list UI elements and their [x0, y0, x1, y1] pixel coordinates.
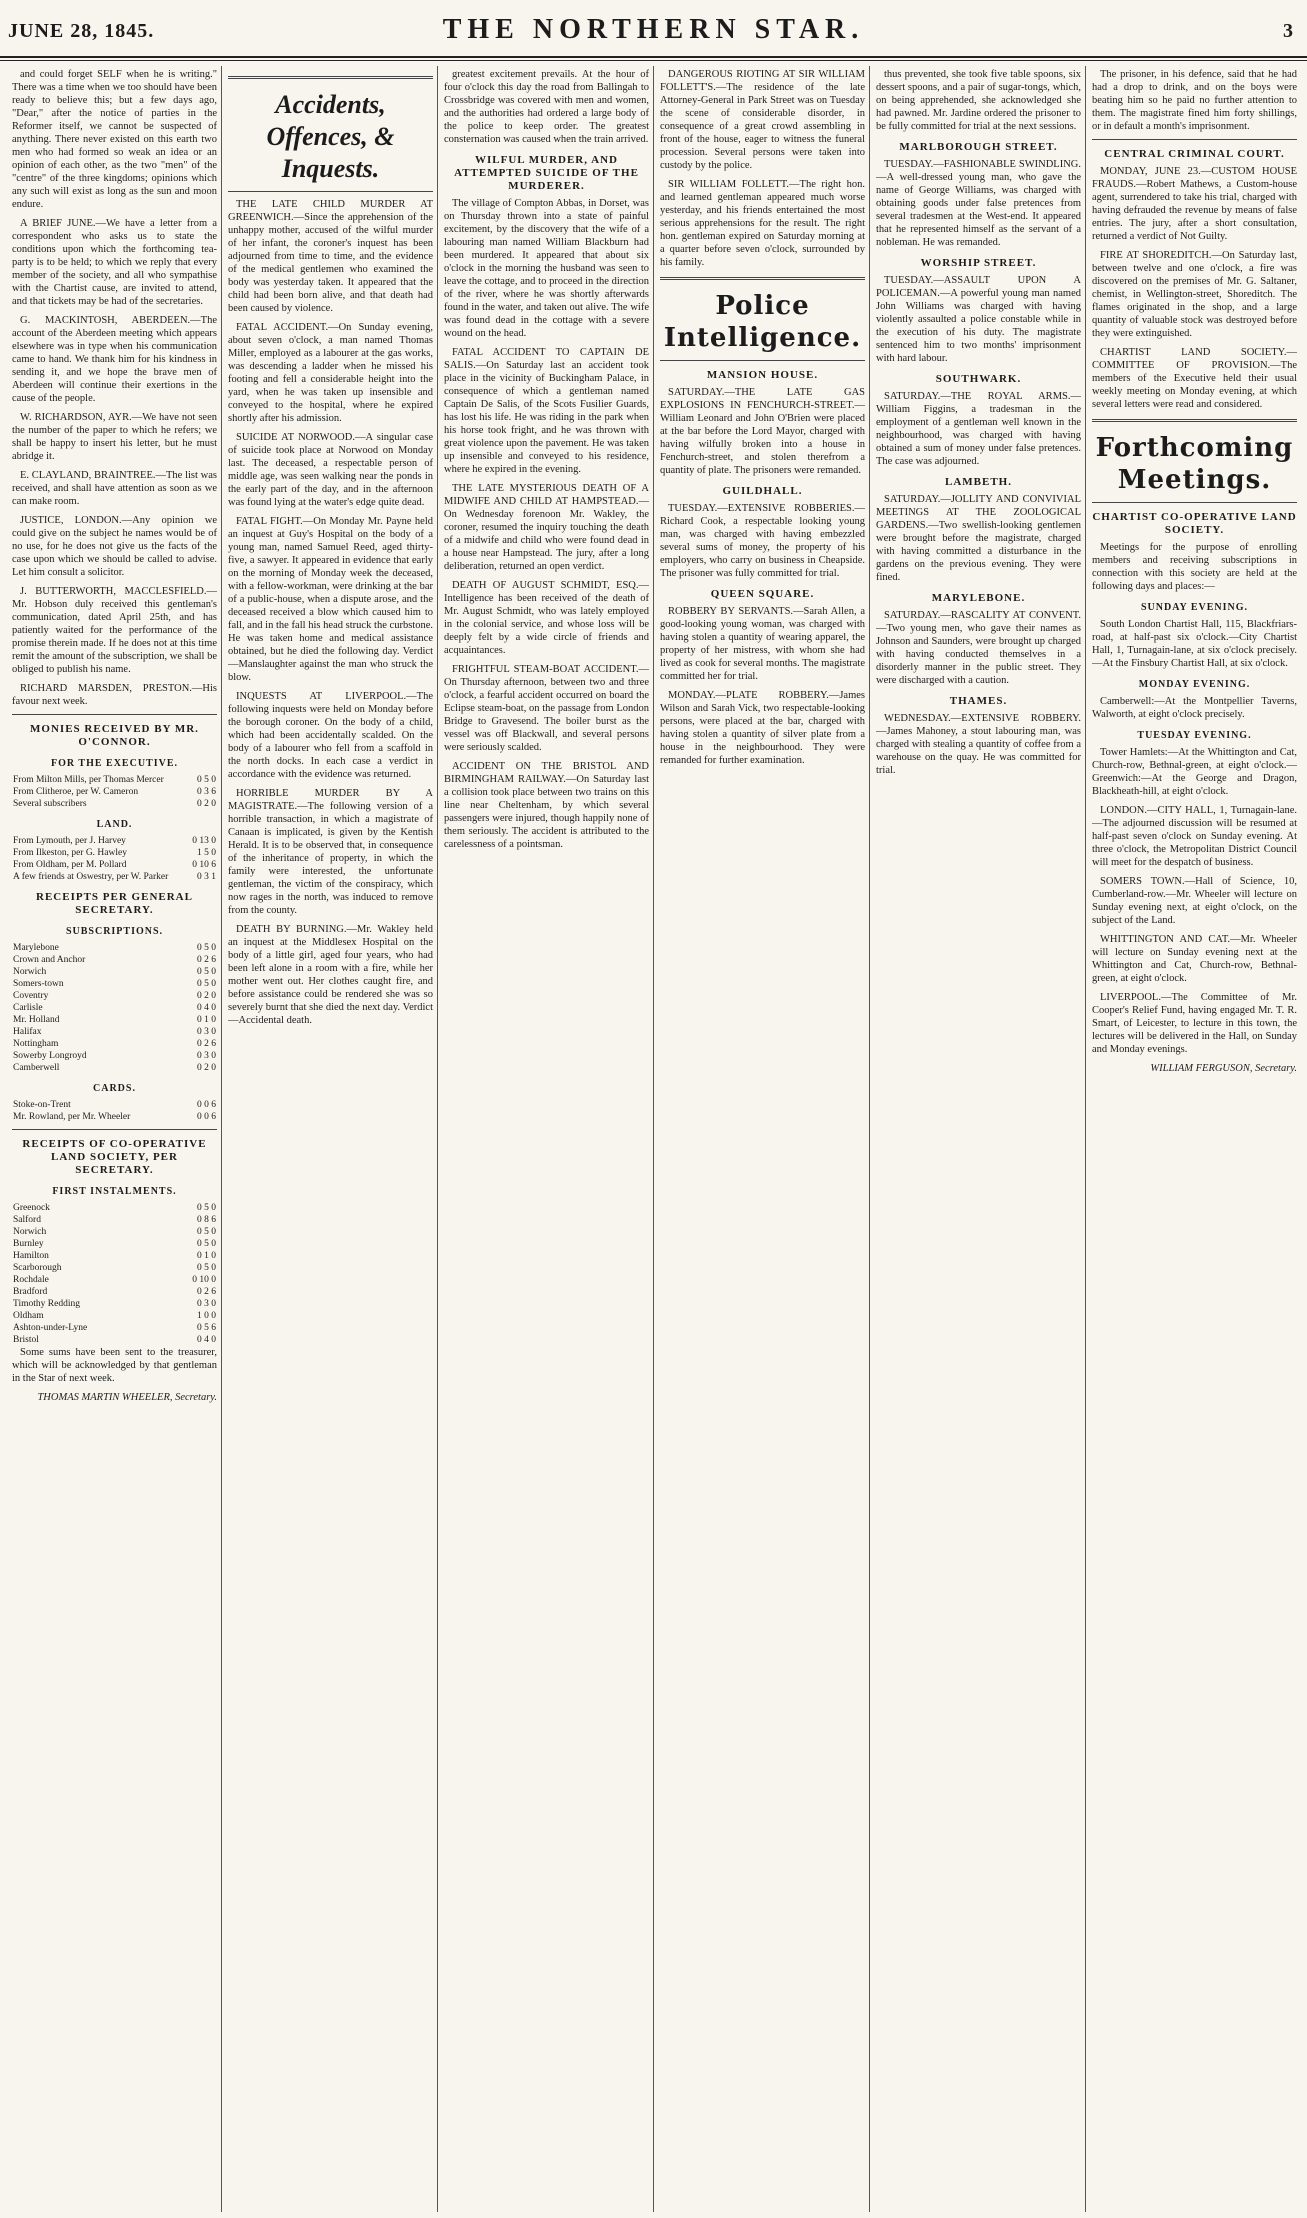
account-row: [12, 1322, 217, 1334]
account-item: Hamilton: [13, 1251, 49, 1261]
article-paragraph: FATAL ACCIDENT.—On Sunday evening, about seven o'clock, a man named Thomas Miller, employed as a labourer at the gas works, was descending a ladder when he missed his footing and fell a considerable height into the yard, when he was taken up insensible and conveyed to the hospital, where he expired shortly after his admission.: [228, 322, 433, 424]
account-row: [12, 1214, 217, 1226]
article-paragraph: SUICIDE AT NORWOOD.—A singular case of suicide took place at Norwood on Monday last. The deceased, a respectable person of middle age, was seen walking near the ponds in the early part of the day, and in the afternoon was found lying at the water's edge quite dead.: [228, 432, 433, 508]
account-row: [12, 1298, 217, 1310]
account-item: Somers-town: [13, 979, 64, 989]
court-heading: WORSHIP STREET.: [920, 257, 1037, 269]
account-amount: 0 2 6: [197, 1039, 216, 1049]
account-amount: 0 5 0: [197, 979, 216, 989]
article-paragraph: Some sums have been sent to the treasurer, which will be acknowledged by that gentleman in the Star of next week.: [12, 1347, 217, 1384]
receipts-subheading: FOR THE EXECUTIVE.: [50, 758, 178, 769]
account-item: Timothy Redding: [13, 1299, 80, 1309]
general-heading: RECEIPTS PER GENERAL SECRETARY.: [36, 891, 193, 916]
account-amount: 0 10 6: [192, 860, 216, 870]
column-1: [12, 68, 217, 2208]
article-paragraph: G. MACKINTOSH, ABERDEEN.—The account of the Aberdeen meeting which appears elsewhere was in type when his communication came to hand. We thank him for his kindness in sending it, and we hope the brave men of Aberdeen will continue their exertions in the cause of the people.: [12, 315, 217, 404]
land-heading: LAND.: [96, 819, 133, 830]
account-item: Ashton-under-Lyne: [13, 1323, 88, 1333]
article-paragraph: SATURDAY.—JOLLITY AND CONVIVIAL MEETINGS AT THE ZOOLOGICAL GARDENS.—Two swellish-looking gentlemen were brought before the magistrate, charged with having committed a disturbance in the gardens on the previous evening. They were fined.: [876, 494, 1081, 583]
account-amount: 0 0 6: [197, 1112, 216, 1122]
account-item: From Ilkeston, per G. Hawley: [13, 848, 127, 858]
account-amount: 0 2 0: [197, 799, 216, 809]
meeting-notice: LIVERPOOL.—The Committee of Mr. Cooper's Relief Fund, having engaged Mr. T. R. Smart, of Leicester, to lecture in this town, the lectures will be delivered in the Hall, on Sunday and Monday evenings.: [1092, 992, 1297, 1055]
article-paragraph: WEDNESDAY.—EXTENSIVE ROBBERY.—James Mahoney, a stout labouring man, was charged with stealing a quantity of coffee from a warehouse on the quay. He was committed for trial.: [876, 713, 1081, 776]
account-item: From Milton Mills, per Thomas Mercer: [13, 775, 164, 785]
account-amount: 0 0 6: [197, 1100, 216, 1110]
land-society-table: [12, 1202, 217, 1346]
account-row: [12, 859, 217, 871]
article-paragraph: INQUESTS AT LIVERPOOL.—The following inquests were held on Monday before the borough coroner. On the body of a child, which had been accidentally scalded. On the body of a labourer who fell from a scaffold in the north docks. In each case a verdict in accordance with the evidence was returned.: [228, 691, 433, 780]
account-item: From Lymouth, per J. Harvey: [13, 836, 126, 846]
article-paragraph: greatest excitement prevails. At the hour of four o'clock this day the road from Ballingah to Crossbridge was covered with men and women, and the authorities had ordered a large body of the police to keep order. The greatest consternation was caused when the train arrived.: [444, 69, 649, 145]
account-amount: 0 2 6: [197, 955, 216, 965]
article-paragraph: MONDAY.—PLATE ROBBERY.—James Wilson and Sarah Vick, two respectable-looking persons, were placed at the bar, charged with having stolen a quantity of silver plate from a house in the neighbourhood. They were remanded for further examination.: [660, 690, 865, 766]
court-heading: CENTRAL CRIMINAL COURT.: [1104, 148, 1285, 160]
account-item: Bradford: [13, 1287, 48, 1297]
divider: [1092, 139, 1297, 140]
divider: [228, 76, 433, 79]
account-amount: 0 13 0: [192, 836, 216, 846]
day-heading: SUNDAY EVENING.: [1140, 602, 1249, 613]
account-row: [12, 966, 217, 978]
article-paragraph: THE LATE MYSTERIOUS DEATH OF A MIDWIFE AND CHILD AT HAMPSTEAD.—On Wednesday forenoon Mr. Wakley, the coroner, resumed the inquiry touching the death of a midwife and child who were found dead in a house near Hampstead. The jury, after a long deliberation, returned an open verdict.: [444, 483, 649, 572]
account-row: [12, 1274, 217, 1286]
account-item: Oldham: [13, 1311, 44, 1321]
account-row: [12, 1099, 217, 1111]
account-row: [12, 1286, 217, 1298]
receipts-table: [12, 774, 217, 810]
article-paragraph: The village of Compton Abbas, in Dorset, was on Thursday thrown into a state of painful excitement, by the discovery that the wife of a labouring man named William Blackburn had been murdered. It appeared that about six o'clock in the morning the husband was seen to leave the cottage, and to proceed in the direction of the river, where he was shortly afterwards found in the water, and taken out alive. The wife was found dead in the cottage with a severe wound on the head.: [444, 198, 649, 339]
account-amount: 0 3 1: [197, 872, 216, 882]
article-paragraph: JUSTICE, LONDON.—Any opinion we could give on the subject he names would be of no use, for he does not give us the facts of the case upon which we should be called to advise. Let him consult a solicitor.: [12, 515, 217, 578]
page-number: 3: [1283, 20, 1293, 42]
court-heading: MANSION HOUSE.: [706, 369, 819, 381]
article-heading: WILFUL MURDER, AND ATTEMPTED SUICIDE OF THE MURDERER.: [454, 154, 639, 192]
article-paragraph: ACCIDENT ON THE BRISTOL AND BIRMINGHAM RAILWAY.—On Saturday last a collision took place between two trains on this line near Cheltenham, by which several passengers were injured, though happily none of them seriously. The accident is attributed to the carelessness of a pointsman.: [444, 761, 649, 850]
land-table: [12, 835, 217, 883]
account-row: [12, 942, 217, 954]
account-amount: 0 8 6: [197, 1215, 216, 1225]
article-paragraph: thus prevented, she took five table spoons, six dessert spoons, and a pair of sugar-tongs, which, on being apprehended, she acknowledged she had pawned. Mr. Jardine ordered the prisoner to be fully committed for trial at the next sessions.: [876, 69, 1081, 132]
article-paragraph: DEATH BY BURNING.—Mr. Wakley held an inquest at the Middlesex Hospital on the body of a little girl, aged four years, who had been left alone in a room with a fire, while her mother went out. Her clothes caught fire, and before assistance could be rendered she was so severely burnt that she died the next day. Verdict—Accidental death.: [228, 924, 433, 1026]
account-item: Mr. Holland: [13, 1015, 60, 1025]
signature: THOMAS MARTIN WHEELER, Secretary.: [37, 1392, 217, 1403]
meeting-notice: Camberwell:—At the Montpellier Taverns, Walworth, at eight o'clock precisely.: [1092, 696, 1297, 720]
account-item: Stoke-on-Trent: [13, 1100, 71, 1110]
section-title-meetings: Forthcoming Meetings.: [1095, 433, 1294, 495]
day-heading: MONDAY EVENING.: [1138, 679, 1251, 690]
account-amount: 0 5 0: [197, 1239, 216, 1249]
account-item: Nottingham: [13, 1039, 59, 1049]
article-paragraph: THE LATE CHILD MURDER AT GREENWICH.—Since the apprehension of the unhappy mother, accused of the wilful murder of her infant, the coroner's inquest has been adjourned from time to time, and the evidence of the medical gentlemen who examined the body was yesterday taken. It appeared that the child had been born alive, and that death had been caused by violence.: [228, 199, 433, 314]
section-title-accidents: Accidents, Offences, & Inquests.: [266, 90, 395, 183]
court-heading: SOUTHWARK.: [935, 373, 1022, 385]
land-society-heading: CHARTIST CO-OPERATIVE LAND SOCIETY.: [1092, 511, 1297, 536]
account-item: Norwich: [13, 967, 47, 977]
meeting-notice: Tower Hamlets:—At the Whittington and Cat, Church-row, Bethnal-green, at eight o'clock.—Greenwich:—At the George and Dragon, Blackheath-hill, at eight o'clock.: [1092, 747, 1297, 797]
column-divider: [653, 66, 654, 2212]
article-paragraph: FRIGHTFUL STEAM-BOAT ACCIDENT.—On Thursday afternoon, between two and three o'clock, a fearful accident occurred on board the Eclipse steam-boat, on the passage from London Bridge to Gravesend. The boiler burst as the vessel was off Blackwall, and several persons were seriously scalded.: [444, 664, 649, 753]
column-6: [1092, 68, 1297, 2208]
account-row: [12, 774, 217, 786]
article-paragraph: The prisoner, in his defence, said that he had had a drop to drink, and on the boys were beating him so he paid no further attention to them. The magistrate fined him forty shillings, or in default a month's imprisonment.: [1092, 69, 1297, 132]
account-item: From Clitheroe, per W. Cameron: [13, 787, 139, 797]
general-subheading: SUBSCRIPTIONS.: [65, 926, 164, 937]
column-2: [228, 68, 433, 2208]
court-heading: MARLBOROUGH STREET.: [899, 141, 1058, 153]
divider: [1092, 502, 1297, 503]
column-3: [444, 68, 649, 2208]
account-row: [12, 871, 217, 883]
account-row: [12, 1026, 217, 1038]
divider: [1092, 419, 1297, 422]
court-heading: THAMES.: [949, 695, 1008, 707]
article-paragraph: FATAL FIGHT.—On Monday Mr. Payne held an inquest at Guy's Hospital on the body of a young man, named Samuel Reed, aged thirty-five, a sawyer. It appeared in evidence that early on the morning of Monday week the deceased, with a fellow-workman, were drinking at the bar of a public-house, when a dispute arose, and the deceased received a blow which caused him to fall, and in the fall his head struck the curbstone. He was taken home and medical assistance obtained, but he died the following day. Verdict—Manslaughter against the man who struck the blow.: [228, 516, 433, 683]
account-row: [12, 978, 217, 990]
account-item: A few friends at Oswestry, per W. Parker: [13, 872, 169, 882]
article-paragraph: W. RICHARDSON, AYR.—We have not seen the number of the paper to which he refers; we shall be happy to insert his letter, but he must abridge it.: [12, 412, 217, 462]
column-divider: [1085, 66, 1086, 2212]
article-paragraph: TUESDAY.—EXTENSIVE ROBBERIES.—Richard Cook, a respectable looking young man, was charged with having embezzled several sums of money, the property of his employers, who carry on business in Cheapside. The prisoner was fully committed for trial.: [660, 503, 865, 579]
account-row: [12, 990, 217, 1002]
article-paragraph: FATAL ACCIDENT TO CAPTAIN DE SALIS.—On Saturday last an accident took place in the vicinity of Buckingham Palace, in consequence of which a gentleman named Captain De Salis, of the Scots Fusilier Guards, has lost his life. He was riding in the park when his horse took fright, and he was thrown with great violence upon the pavement. He was taken up insensible and conveyed to his residence, where he expired in the evening.: [444, 347, 649, 475]
account-item: Camberwell: [13, 1063, 60, 1073]
section-title-police: Police Intelligence.: [663, 291, 862, 353]
account-row: [12, 1014, 217, 1026]
article-paragraph: SATURDAY.—RASCALITY AT CONVENT.—Two young men, who gave their names as Johnson and Saunders, were brought up charged with having conducted themselves in a disorderly manner in the public street. They were discharged with a caution.: [876, 610, 1081, 686]
issue-date: JUNE 28, 1845.: [8, 20, 155, 42]
article-paragraph: E. CLAYLAND, BRAINTREE.—The list was received, and shall have attention as soon as we can make room.: [12, 470, 217, 507]
column-divider: [437, 66, 438, 2212]
account-row: [12, 1202, 217, 1214]
account-item: Rochdale: [13, 1275, 49, 1285]
account-amount: 1 5 0: [197, 848, 216, 858]
meeting-notice: WHITTINGTON AND CAT.—Mr. Wheeler will lecture on Sunday evening next at the Whittington and Cat, Church-row, Bethnal-green, at eight o'clock.: [1092, 934, 1297, 984]
account-item: Halifax: [13, 1027, 42, 1037]
court-heading: LAMBETH.: [945, 476, 1012, 488]
account-item: Scarborough: [13, 1263, 62, 1273]
account-amount: 0 3 0: [197, 1299, 216, 1309]
account-row: [12, 954, 217, 966]
land-society-heading: RECEIPTS OF CO-OPERATIVE LAND SOCIETY, PER SECRETARY.: [22, 1138, 207, 1176]
account-row: [12, 835, 217, 847]
account-amount: 0 5 6: [197, 1323, 216, 1333]
cards-table: [12, 1099, 217, 1123]
general-table: [12, 942, 217, 1074]
article-paragraph: SIR WILLIAM FOLLETT.—The right hon. and learned gentleman appeared much worse yesterday, and his friends entertained the most serious apprehensions for the result. The right hon. gentleman expired on Saturday morning at a quarter before seven o'clock, surrounded by his family.: [660, 179, 865, 268]
account-item: Mr. Rowland, per Mr. Wheeler: [13, 1112, 131, 1122]
receipts-heading: MONIES RECEIVED BY MR. O'CONNOR.: [30, 723, 199, 748]
court-heading: MARYLEBONE.: [931, 592, 1026, 604]
divider: [12, 1129, 217, 1130]
column-divider: [221, 66, 222, 2212]
account-amount: 0 1 0: [197, 1251, 216, 1261]
account-row: [12, 1038, 217, 1050]
account-amount: 0 10 0: [192, 1275, 216, 1285]
article-paragraph: A BRIEF JUNE.—We have a letter from a correspondent who asks us to state the conditions upon which the forthcoming tea-party is to be held; to which we reply that every member of the society, and all who sympathise with the Chartist cause, are invited to attend, and that tickets may be had of the secretaries.: [12, 218, 217, 307]
account-item: Bristol: [13, 1335, 39, 1345]
column-4: [660, 68, 865, 2208]
account-row: [12, 1002, 217, 1014]
account-row: [12, 1050, 217, 1062]
article-paragraph: J. BUTTERWORTH, MACCLESFIELD.—Mr. Hobson duly received this gentleman's communication, dated April 25th, and has patiently waited for the performance of the promise therein made. If he does not at this time remit the amount of the subscription, we shall be obliged to publish his name.: [12, 586, 217, 675]
account-amount: 0 5 0: [197, 775, 216, 785]
article-paragraph: RICHARD MARSDEN, PRESTON.—His favour next week.: [12, 683, 217, 707]
signature: WILLIAM FERGUSON, Secretary.: [1150, 1063, 1297, 1074]
cards-heading: CARDS.: [93, 1083, 136, 1094]
article-paragraph: and could forget SELF when he is writing." There was a time when we too should have been ready to believe this; but a few days ago, "Dear," after the notice of parties in the Reformer itself, we cannot be suspected of anything. There never existed on this earth two men who had formed so weak an idea or an opinion of each other, as the two "men" of the "centre" of the three kingdoms; opinions which any such will exist as long as the sun and moon endure.: [12, 69, 217, 210]
account-item: Carlisle: [13, 1003, 43, 1013]
top-rule: [0, 60, 1307, 61]
article-paragraph: MONDAY, JUNE 23.—CUSTOM HOUSE FRAUDS.—Robert Mathews, a Custom-house agent, surrendered to take his trial, charged with having defrauded the revenue by means of false entries. The jury, after a short consultation, returned a verdict of Not Guilty.: [1092, 166, 1297, 242]
divider: [228, 191, 433, 192]
article-paragraph: FIRE AT SHOREDITCH.—On Saturday last, between twelve and one o'clock, a fire was discovered on the premises of Mr. G. Saltaner, chemist, in Wellington-street, Shoreditch. The flames originated in the shop, and a large quantity of valuable stock was destroyed before they were extinguished.: [1092, 250, 1297, 339]
account-row: [12, 1250, 217, 1262]
account-row: [12, 1334, 217, 1346]
account-amount: 0 3 0: [197, 1051, 216, 1061]
account-amount: 0 1 0: [197, 1015, 216, 1025]
article-paragraph: TUESDAY.—FASHIONABLE SWINDLING.—A well-dressed young man, who gave the name of George Williams, was charged with obtaining goods under false pretences from several tradesmen at the West-end. It appeared that he represented himself as the servant of a nobleman. He was remanded.: [876, 159, 1081, 248]
account-item: Several subscribers: [13, 799, 87, 809]
account-amount: 0 5 0: [197, 1263, 216, 1273]
article-paragraph: ROBBERY BY SERVANTS.—Sarah Allen, a good-looking young woman, was charged with having stolen a quantity of wearing apparel, the property of her mistress, with whom she had lived as cook for several months. The magistrate committed her for trial.: [660, 606, 865, 682]
divider: [12, 714, 217, 715]
article-paragraph: SATURDAY.—THE ROYAL ARMS.—William Figgins, a tradesman in the employment of a gentleman well known in the neighbourhood, was charged with having obtained a sum of money under false pretences. The case was adjourned.: [876, 391, 1081, 467]
account-amount: 0 5 0: [197, 1203, 216, 1213]
article-paragraph: SATURDAY.—THE LATE GAS EXPLOSIONS IN FENCHURCH-STREET.—William Leonard and John O'Brien were placed at the bar before the Lord Mayor, charged with having wilfully broken into a house in Fenchurch-street, and stolen therefrom a quantity of plate. The prisoners were remanded.: [660, 387, 865, 476]
account-amount: 0 2 6: [197, 1287, 216, 1297]
account-row: [12, 1262, 217, 1274]
account-row: [12, 1310, 217, 1322]
account-item: Salford: [13, 1215, 41, 1225]
account-row: [12, 1226, 217, 1238]
account-amount: 0 4 0: [197, 1003, 216, 1013]
meeting-notice: South London Chartist Hall, 115, Blackfriars-road, at half-past six o'clock.—City Chartist Hall, 1, Turnagain-lane, at six o'clock precisely.—At the Finsbury Chartist Hall, at six o'clock.: [1092, 619, 1297, 669]
article-paragraph: CHARTIST LAND SOCIETY.—COMMITTEE OF PROVISION.—The members of the Executive held their usual weekly meeting on Monday evening, at which several letters were read and considered.: [1092, 347, 1297, 410]
court-heading: GUILDHALL.: [722, 485, 803, 497]
paper-title: THE NORTHERN STAR.: [442, 14, 865, 45]
article-paragraph: Meetings for the purpose of enrolling members and receiving subscriptions in connection with this society are held at the following days and places:—: [1092, 542, 1297, 592]
article-paragraph: DANGEROUS RIOTING AT SIR WILLIAM FOLLETT'S.—The residence of the late Attorney-General in Park Street was on Tuesday the scene of considerable disorder, in consequence of a great crowd assembling in front of the house, eager to witness the funeral procession. Several persons were taken into custody by the police.: [660, 69, 865, 171]
column-divider: [869, 66, 870, 2212]
account-amount: 0 3 6: [197, 787, 216, 797]
court-heading: QUEEN SQUARE.: [710, 588, 815, 600]
article-paragraph: TUESDAY.—ASSAULT UPON A POLICEMAN.—A powerful young man named John Williams was charged with having violently assaulted a police constable while in the execution of his duty. The magistrate sentenced him to two months' imprisonment with hard labour.: [876, 275, 1081, 364]
article-paragraph: HORRIBLE MURDER BY A MAGISTRATE.—The following version of a horrible transaction, in which a magistrate of Canaan is implicated, is given by the Kentish Herald. It is to be observed that, in consequence of the inheritance of property, in which the family were interested, the unfortunate gentleman, the victim of the conspiracy, which now rages in the north, was induced to remove from the county.: [228, 788, 433, 916]
account-amount: 0 2 0: [197, 991, 216, 1001]
article-paragraph: DEATH OF AUGUST SCHMIDT, ESQ.—Intelligence has been received of the death of Mr. August Schmidt, who was lately employed in the colonial service, and whose loss will be deeply felt by a wide circle of friends and acquaintances.: [444, 580, 649, 656]
account-row: [12, 847, 217, 859]
account-amount: 0 5 0: [197, 1227, 216, 1237]
day-heading: TUESDAY EVENING.: [1137, 730, 1252, 741]
account-item: Crown and Anchor: [13, 955, 86, 965]
account-amount: 0 3 0: [197, 1027, 216, 1037]
account-row: [12, 786, 217, 798]
account-amount: 0 5 0: [197, 967, 216, 977]
land-society-subheading: FIRST INSTALMENTS.: [52, 1186, 177, 1197]
account-amount: 0 4 0: [197, 1335, 216, 1345]
account-item: Greenock: [13, 1203, 50, 1213]
account-item: Burnley: [13, 1239, 44, 1249]
account-item: From Oldham, per M. Pollard: [13, 860, 127, 870]
account-row: [12, 798, 217, 810]
divider: [660, 360, 865, 361]
column-5: [876, 68, 1081, 2208]
account-amount: 0 5 0: [197, 943, 216, 953]
account-amount: 0 2 0: [197, 1063, 216, 1073]
masthead: [0, 0, 1307, 58]
meeting-notice: SOMERS TOWN.—Hall of Science, 10, Cumberland-row.—Mr. Wheeler will lecture on Sunday evening next, at eight o'clock, on the subject of the Land.: [1092, 876, 1297, 926]
meeting-notice: LONDON.—CITY HALL, 1, Turnagain-lane.—The adjourned discussion will be resumed at half-past seven o'clock on Sunday evening. At three o'clock, the Metropolitan District Council will meet for the despatch of business.: [1092, 805, 1297, 868]
account-item: Norwich: [13, 1227, 47, 1237]
account-item: Sowerby Longroyd: [13, 1051, 87, 1061]
divider: [660, 277, 865, 280]
account-row: [12, 1238, 217, 1250]
account-amount: 1 0 0: [197, 1311, 216, 1321]
account-item: Marylebone: [13, 943, 59, 953]
account-item: Coventry: [13, 991, 49, 1001]
account-row: [12, 1062, 217, 1074]
account-row: [12, 1111, 217, 1123]
